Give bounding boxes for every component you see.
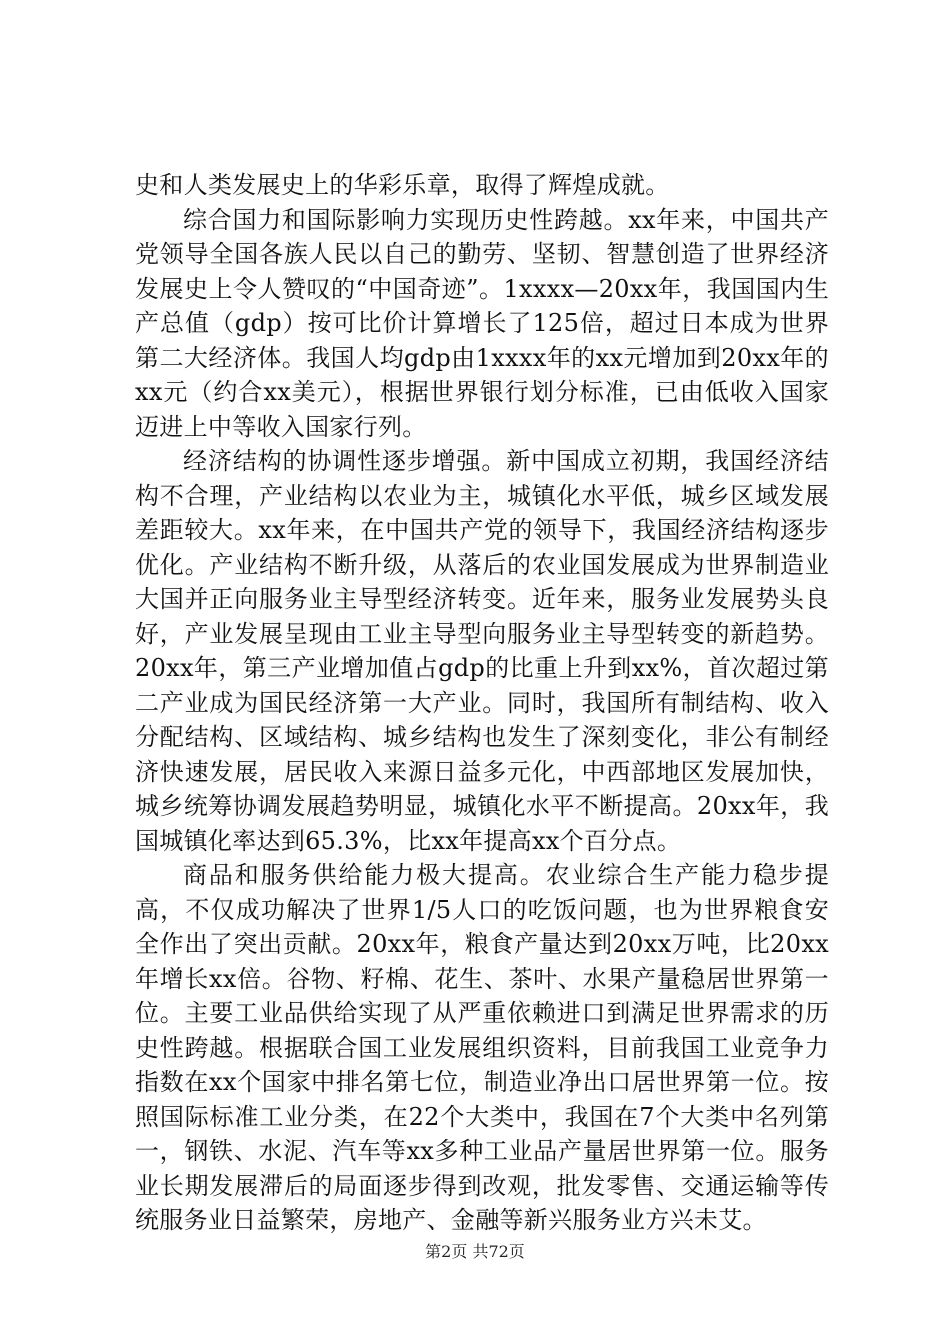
document-body — [135, 168, 829, 1238]
paragraph-supply-capacity: 商品和服务供给能力极大提高。农业综合生产能力稳步提高，不仅成功解决了世界1/5人口的吃饭问题，也为世界粮食安全作出了突出贡献。20xx年，粮食产量达到20xx万吨，比20xx年增长xx倍。谷物、籽棉、花生、茶叶、水果产量稳居世界第一位。主要工业品供给实现了从严重依赖进口到满足世界需求的历史性跨越。根据联合国工业发展组织资料，目前我国工业竞争力指数在xx个国家中排名第七位，制造业净出口居世界第一位。按照国际标准工业分类，在22个大类中，我国在7个大类中名列第一，钢铁、水泥、汽车等xx多种工业品产量居世界第一位。服务业长期发展滞后的局面逐步得到改观，批发零售、交通运输等传统服务业日益繁荣，房地产、金融等新兴服务业方兴未艾。 — [135, 861, 829, 1234]
paragraph-economic-structure: 经济结构的协调性逐步增强。新中国成立初期，我国经济结构不合理，产业结构以农业为主，城镇化水平低，城乡区域发展差距较大。xx年来，在中国共产党的领导下，我国经济结构逐步优化。产业结构不断升级，从落后的农业国发展成为世界制造业大国并正向服务业主导型经济转变。近年来，服务业发展势头良好，产业发展呈现由工业主导型向服务业主导型转变的新趋势。20xx年，第三产业增加值占gdp的比重上升到xx%，首次超过第二产业成为国民经济第一大产业。同时，我国所有制结构、收入分配结构、区域结构、城乡结构也发生了深刻变化，非公有制经济快速发展，居民收入来源日益多元化，中西部地区发展加快，城乡统筹协调发展趋势明显，城镇化水平不断提高。20xx年，我国城镇化率达到65.3%，比xx年提高xx个百分点。 — [135, 447, 829, 855]
paragraph-national-strength: 综合国力和国际影响力实现历史性跨越。xx年来，中国共产党领导全国各族人民以自己的勤劳、坚韧、智慧创造了世界经济发展史上令人赞叹的“中国奇迹”。1xxxx—20xx年，我国国内生产总值（gdp）按可比价计算增长了125倍，超过日本成为世界第二大经济体。我国人均gdp由1xxxx年的xx元增加到20xx年的xx元（约合xx美元），根据世界银行划分标准，已由低收入国家迈进上中等收入国家行列。 — [135, 205, 829, 441]
paragraph-continuation: 史和人类发展史上的华彩乐章，取得了辉煌成就。 — [135, 171, 670, 199]
page-number-footer: 第2页 共72页 — [425, 1242, 525, 1261]
